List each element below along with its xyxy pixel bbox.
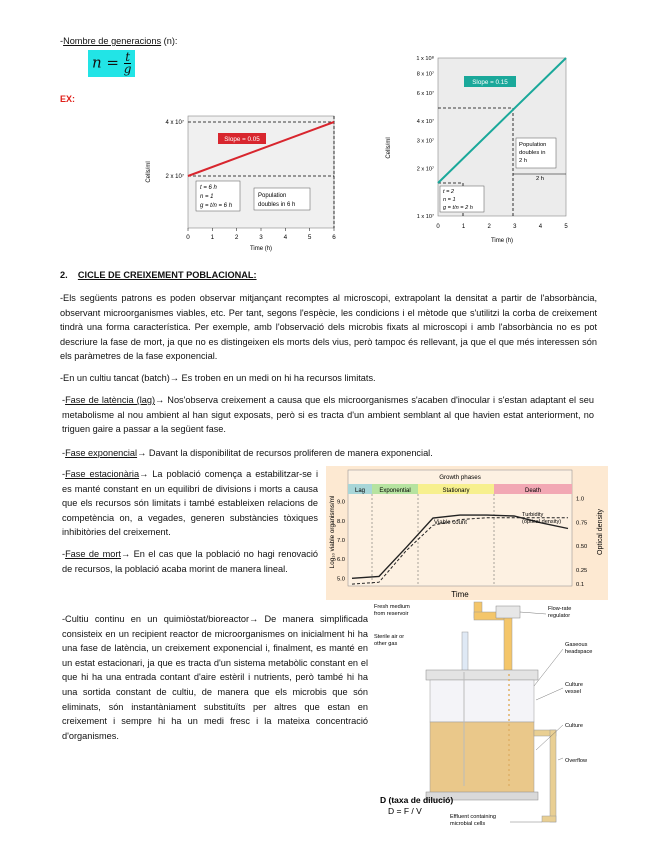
paragraph-continuous: -Cultiu continu en un quimiòstat/bioreactor→ De manera simplificada consisteix en un recipient reactor de microorganismes on inicialment hi ha una fase de latència, un creixement exponencial i, finalment, es manté en un estat estacionari, ja que es tracta d'un sistema metabòlic constant en el que hi ha una entrada contant d'aire estèril i nutrients, però també hi ha una sortida constant de cultiu, de manera que els microbis que són eliminats, són instantàniament substituïts per altres que estan en creixement i sempre hi ha un medi fresc i la mateixa concentració d'organismes. <box>62 614 368 741</box>
generations-formula: n = $\frac{t}{g}$ <box>88 50 135 77</box>
chart1-box2-line: Population <box>258 193 287 199</box>
growth-left-tick: 5.0 <box>336 576 345 583</box>
dilution-title: D (taxa de dilució) <box>380 795 454 805</box>
chart1-box2-line: doubles in 6 h <box>258 202 296 208</box>
chart2-ytick: 1 x 10⁷ <box>416 214 434 220</box>
turbidity-label: Turbidity <box>522 512 544 518</box>
chart2-box2-line: 2 h <box>519 158 528 164</box>
paragraph-batch: -En un cultiu tancat (batch)→ Es troben en un medi on hi ha recursos limitats. <box>60 373 376 383</box>
dilution-formula: D = F / V <box>388 806 422 816</box>
chemostat-diagram <box>370 600 610 845</box>
growth-ylabel-left: Log₁₀ viable organisms/ml <box>329 495 336 569</box>
growth-phases-chart <box>326 466 608 600</box>
chart2-box1-line: n = 1 <box>443 197 456 203</box>
chart2-xtick: 1 <box>461 224 466 230</box>
chart2-slope: Slope = 0.15 <box>472 79 508 86</box>
growth-right-tick: 0.1 <box>576 582 585 589</box>
fresh-medium-label: Fresh medium <box>374 604 410 610</box>
chart1-box1-line: n = 1 <box>200 194 214 200</box>
culture-label: Culture <box>565 723 584 729</box>
chart1-xtick: 1 <box>210 234 215 241</box>
paragraph-stationary: -Fase estacionària→ La població comença a estabilitzar-se i es manté constant en un equilibri de divisions i morts a causa que els recursos són limitats i també estableixen relacions de competència on, a vegades, generen substàncies tòxiques inhibitòries del creixement. <box>62 469 318 538</box>
effluent-label: Effluent containing <box>450 814 496 820</box>
chart1-box1-line: t = 6 h <box>200 185 217 191</box>
chart1-slope: Slope = 0.05 <box>224 136 260 143</box>
chart2-ytick: 4 x 10⁷ <box>416 118 434 125</box>
chart2-box1-line: g = t/n = 2 h <box>443 205 473 211</box>
growth-left-tick: 9.0 <box>336 499 345 506</box>
growth-right-tick: 0.75 <box>576 520 588 527</box>
chart2-box2-line: Population <box>519 142 547 148</box>
paragraph-death: -Fase de mort→ En el cas que la població no hagi renovació de recursos, la població acaba morint de manera lineal. <box>62 549 319 574</box>
chart2-xtick: 2 <box>487 224 491 230</box>
phase-label: Exponential <box>379 488 411 494</box>
growth-xlabel: Time <box>451 590 469 599</box>
paragraph-exponential: -Fase exponencial→ Davant la disponibilitat de recursos proliferen de manera exponencial. <box>62 448 433 458</box>
growth-right-tick: 0.25 <box>576 567 588 574</box>
section-heading: 2. CICLE DE CREIXEMENT POBLACIONAL: <box>60 270 257 280</box>
chart2-xtick: 5 <box>564 224 568 230</box>
chart1-xtick: 4 <box>283 234 288 241</box>
growth-chart-linear <box>138 108 343 258</box>
chart1-xtick: 5 <box>307 234 312 241</box>
vessel-label: vessel <box>565 689 581 695</box>
phase-label: Stationary <box>442 488 470 494</box>
chart2-span: 2 h <box>535 176 545 182</box>
turbidity-label: (optical density) <box>522 519 562 525</box>
growth-chart-log <box>380 52 575 252</box>
headspace-label: Gaseous <box>565 642 588 648</box>
chart2-box2-line: doubles in <box>519 150 546 156</box>
chart1-xtick: 2 <box>234 234 239 241</box>
chart2-ytick: 6 x 10⁷ <box>416 91 434 98</box>
overflow-label: Overflow <box>565 758 588 764</box>
chart2-xtick: 0 <box>436 224 440 230</box>
chart1-xlabel: Time (h) <box>249 246 273 252</box>
chart2-xtick: 4 <box>538 224 543 230</box>
growth-ylabel-right: Optical density <box>597 509 604 555</box>
chart2-ytick: 2 x 10⁷ <box>416 166 434 173</box>
vessel-label: Culture <box>565 682 584 688</box>
sterile-air-label: other gas <box>374 641 398 647</box>
paragraph-lag: -Fase de latència (lag)→ Nos'observa creixement a causa que els microorganismes s'acaben d'inocular i s'estan adaptant el seu metabolisme al nou ambient al han sigut exposats, però si es tracta d'un ambient semblant al que havien estat anteriorment, no triguen gaire a passar a la següent fase. <box>62 395 594 435</box>
generations-heading: -Nombre de generacions (n): <box>60 36 178 46</box>
growth-title: Growth phases <box>439 474 481 481</box>
example-label: EX: <box>60 94 76 104</box>
phase-label: Lag <box>354 488 366 494</box>
phase-label: Death <box>524 488 542 494</box>
chart1-xtick: 6 <box>332 234 336 241</box>
flow-rate-label: regulator <box>548 613 571 619</box>
chart2-ylabel: Cells/ml <box>386 137 392 159</box>
paragraph-intro: -Els següents patrons es poden observar mitjançant recomptes al microscopi, extrapolant la densitat a partir de l'absorbància, observant microorganismes viables, etc. Per tant, segons l'espècie, les condicions i el mètode que s'utilitzi la corba de creixement tindrà una forma característica. Per exemple, amb l'observació dels microbis fixats al microscopi i amb l'absorbància no es pot descriure la fase de mort, ja que no es distingeixen els morts dels vius, però tampoc és rellevant, ja que el que més interessen són els paràmetres de la fase exponencial. <box>60 293 597 362</box>
flow-rate-label: Flow-rate <box>548 606 572 612</box>
chart1-xtick: 0 <box>186 234 190 241</box>
chart2-xlabel: Time (h) <box>490 238 514 244</box>
flow-regulator <box>496 606 520 618</box>
viable-label: Viable count <box>434 520 467 526</box>
growth-left-tick: 8.0 <box>336 518 345 525</box>
growth-right-tick: 0.50 <box>576 544 588 551</box>
chart1-xtick: 3 <box>259 234 263 241</box>
chart2-xtick: 3 <box>513 224 517 230</box>
chart2-box1-line: t = 2 <box>443 189 455 195</box>
effluent-label: microbial cells <box>450 821 486 827</box>
chart1-ytick: 2 x 10⁷ <box>165 174 184 180</box>
sterile-air-label: Sterile air or <box>374 634 405 640</box>
growth-left-tick: 7.0 <box>336 538 345 544</box>
growth-right-tick: 1.0 <box>576 496 585 503</box>
growth-left-tick: 6.0 <box>336 557 345 564</box>
chart1-box1-line: g = t/n = 6 h <box>200 203 233 209</box>
fresh-medium-label: from reservoir <box>374 611 409 617</box>
chart1-ytick: 4 x 10⁷ <box>165 120 184 126</box>
chart1-ylabel: Cells/ml <box>146 161 152 183</box>
chart2-ytick: 3 x 10⁷ <box>416 138 434 145</box>
chart2-ytick: 8 x 10⁷ <box>416 71 434 78</box>
chart2-ytick: 1 x 10⁸ <box>416 56 434 62</box>
headspace-label: headspace <box>565 649 593 655</box>
